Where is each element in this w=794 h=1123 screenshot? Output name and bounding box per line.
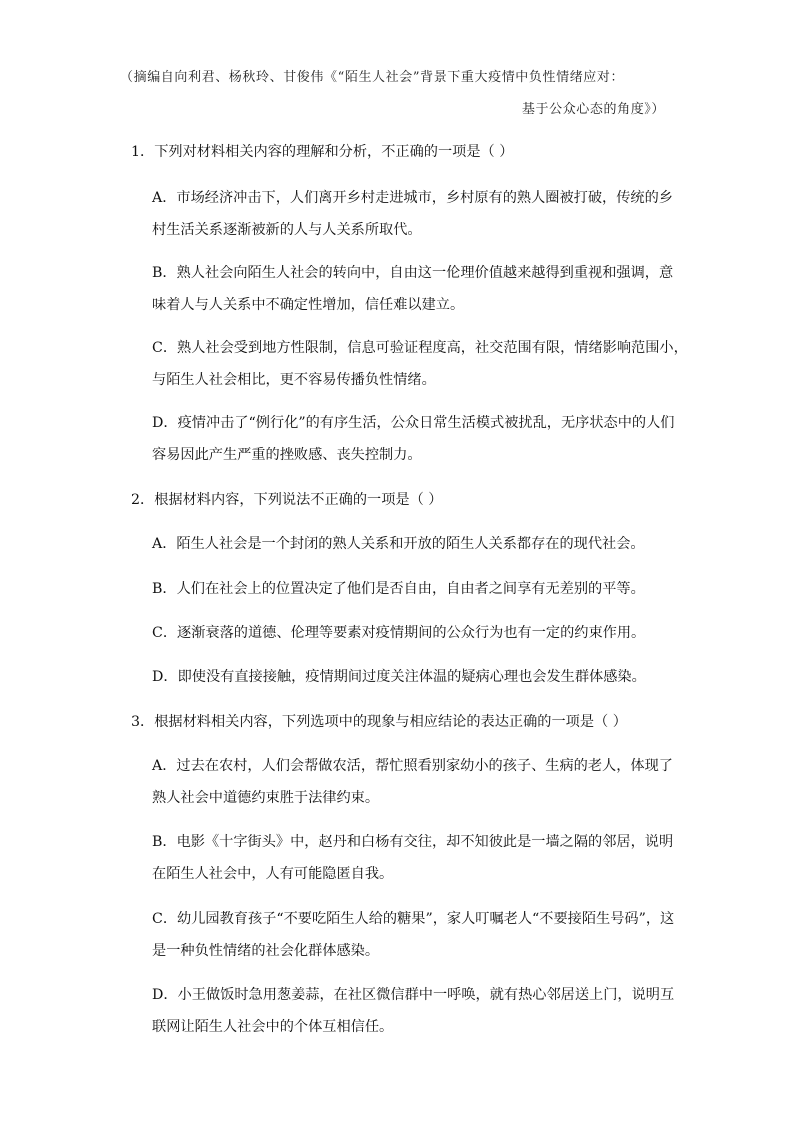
option-line: 村生活关系逐渐被新的人与人关系所取代。 [152, 222, 422, 238]
option-line: 在陌生人社会中，人有可能隐匿自我。 [152, 866, 394, 882]
question-3-option-d [152, 979, 675, 1043]
question-1-option-c [152, 332, 688, 396]
option-line: C．熟人社会受到地方性限制，信息可验证程度高，社交范围有限，情绪影响范围小， [152, 340, 688, 356]
question-3-option-b [152, 826, 674, 890]
option-line: D．疫情冲击了“例行化”的有序生活，公众日常生活模式被扰乱，无序状态中的人们 [152, 415, 675, 431]
question-1-option-a [152, 182, 673, 246]
option-line: 容易因此产生严重的挫败感、丧失控制力。 [152, 447, 422, 463]
question-3-option-a [152, 750, 673, 814]
question-1-stem: 1．下列对材料相关内容的理解和分析，不正确的一项是（ ） [131, 144, 514, 160]
question-3-option-c [152, 903, 675, 967]
question-1-option-d [152, 407, 675, 471]
option-line: 联网让陌生人社会中的个体互相信任。 [152, 1019, 394, 1035]
option-line: D．即使没有直接接触，疫情期间过度关注体温的疑病心理也会发生群体感染。 [152, 669, 646, 685]
option-line: C．逐渐衰落的道德、伦理等要素对疫情期间的公众行为也有一定的约束作用。 [152, 625, 646, 641]
question-2-option-b [152, 573, 667, 605]
source-citation-line-1: （摘编自向利君、杨秋玲、甘俊伟《“陌生人社会”背景下重大疫情中负性情绪应对： [120, 70, 625, 85]
option-line: C．幼儿园教育孩子“不要吃陌生人给的糖果”，家人叮嘱老人“不要接陌生号码”，这 [152, 911, 675, 927]
option-line: 熟人社会中道德约束胜于法律约束。 [152, 790, 380, 806]
option-line: A．陌生人社会是一个封闭的熟人关系和开放的陌生人关系都存在的现代社会。 [152, 536, 645, 552]
option-line: B．电影《十字街头》中，赵丹和白杨有交往，却不知彼此是一墙之隔的邻居，说明 [152, 834, 674, 850]
option-line: D．小王做饭时急用葱姜蒜，在社区微信群中一呼唤，就有热心邻居送上门，说明互 [152, 987, 675, 1003]
option-line: A．过去在农村，人们会帮做农活，帮忙照看别家幼小的孩子、生病的老人，体现了 [152, 758, 673, 774]
question-2-option-a [152, 528, 667, 560]
option-line: 味着人与人关系中不确定性增加，信任难以建立。 [152, 297, 465, 313]
question-3-stem: 3．根据材料相关内容，下列选项中的现象与相应结论的表达正确的一项是（ ） [131, 714, 627, 730]
option-line: B．人们在社会上的位置决定了他们是否自由，自由者之间享有无差别的平等。 [152, 581, 645, 597]
option-line: A．市场经济冲击下，人们离开乡村走进城市，乡村原有的熟人圈被打破，传统的乡 [152, 190, 673, 206]
option-line: 是一种负性情绪的社会化群体感染。 [152, 943, 380, 959]
question-1-option-b [152, 257, 674, 321]
source-citation-line-2: 基于公众心态的角度》） [521, 102, 665, 117]
option-line: 与陌生人社会相比，更不容易传播负性情绪。 [152, 372, 436, 388]
question-2-stem: 2．根据材料内容，下列说法不正确的一项是（ ） [131, 492, 443, 508]
question-2-option-d [152, 661, 667, 693]
option-line: B．熟人社会向陌生人社会的转向中，自由这一伦理价值越来越得到重视和强调，意 [152, 265, 674, 281]
question-2-option-c [152, 617, 667, 649]
